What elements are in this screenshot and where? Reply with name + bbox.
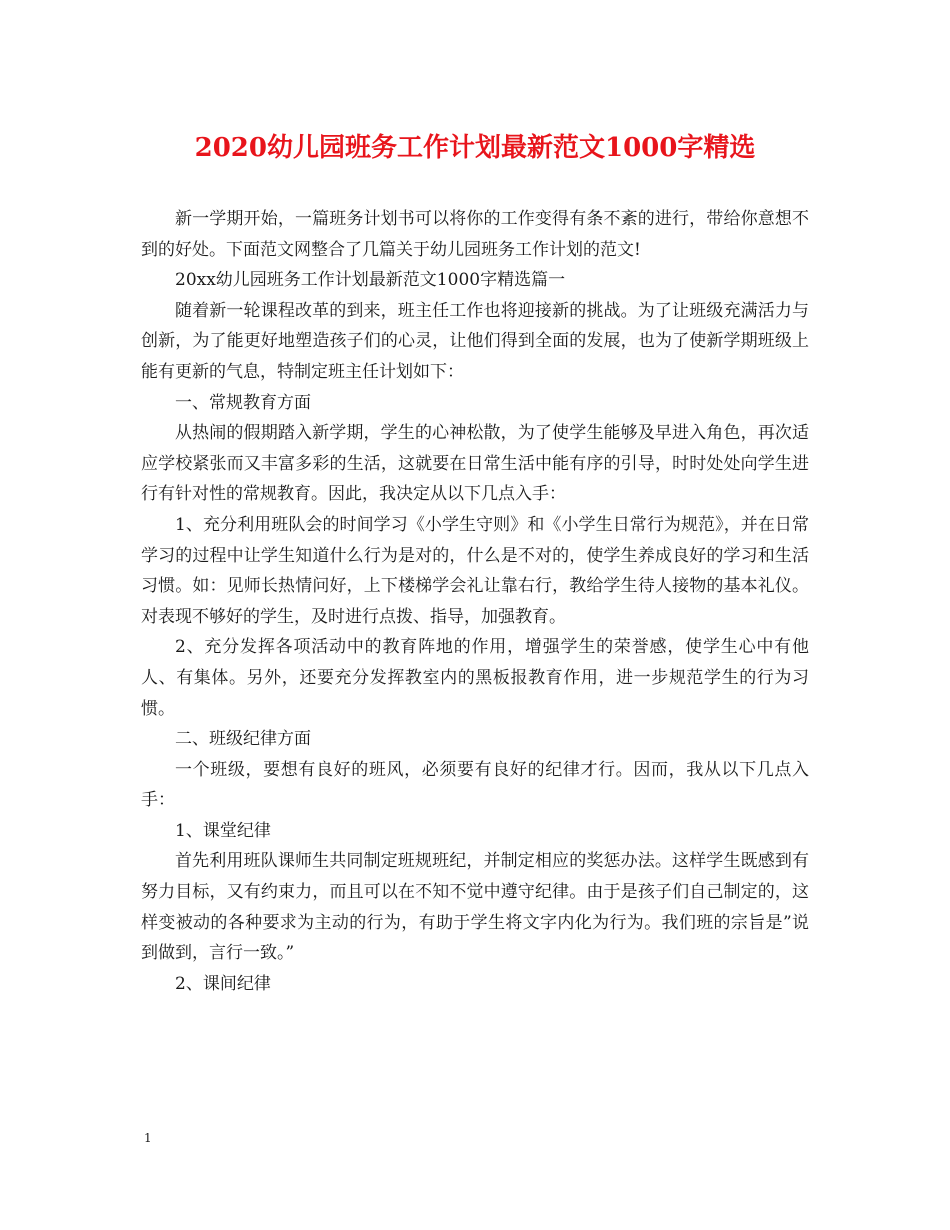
body-paragraph: 一个班级，要想有良好的班风，必须要有良好的纪律才行。因而，我从以下几点入手： <box>141 759 809 811</box>
subheading-break-discipline: 2、课间纪律 <box>175 973 271 994</box>
section-heading-class-discipline: 二、班级纪律方面 <box>175 729 311 750</box>
subheading-classroom-discipline: 1、课堂纪律 <box>175 820 271 841</box>
document-body <box>141 204 809 999</box>
body-paragraph: 从热闹的假期踏入新学期，学生的心神松散，为了使学生能够及早进入角色，再次适应学校紧张而又丰富多彩的生活，这就要在日常生活中能有序的引导，时时处处向学生进行有针对性的常规教育。因此，我决定从以下几点入手： <box>141 423 809 505</box>
body-paragraph: 随着新一轮课程改革的到来，班主任工作也将迎接新的挑战。为了让班级充满活力与创新，为了能更好地塑造孩子们的心灵，让他们得到全面的发展，也为了使新学期班级上能有更新的气息，特制定班主任计划如下： <box>141 300 809 382</box>
document-title: 2020幼儿园班务工作计划最新范文1000字精选 <box>194 133 756 163</box>
intro-paragraph: 新一学期开始，一篇班务计划书可以将你的工作变得有条不紊的进行，带给你意想不到的好处。下面范文网整合了几篇关于幼儿园班务工作计划的范文! <box>141 209 809 260</box>
page-number: 1 <box>144 1131 152 1145</box>
list-item-paragraph: 1、充分利用班队会的时间学习《小学生守则》和《小学生日常行为规范》，并在日常学习的过程中让学生知道什么行为是对的，什么是不对的，使学生养成良好的学习和生活习惯。如：见师长热情问好，上下楼梯学会礼让靠右行，教给学生待人接物的基本礼仪。对表现不够好的学生，及时进行点拨、指导，加强教育。 <box>141 514 809 627</box>
body-paragraph: 首先利用班队课师生共同制定班规班纪，并制定相应的奖惩办法。这样学生既感到有努力目标，又有约束力，而且可以在不知不觉中遵守纪律。由于是孩子们自己制定的，这样变被动的各种要求为主动的行为，有助于学生将文字内化为行为。我们班的宗旨是”说到做到，言行一致。” <box>141 851 809 964</box>
section-heading-article-one: 20xx幼儿园班务工作计划最新范文1000字精选篇一 <box>175 270 566 291</box>
list-item-paragraph: 2、充分发挥各项活动中的教育阵地的作用，增强学生的荣誉感，使学生心中有他人、有集体。另外，还要充分发挥教室内的黑板报教育作用，进一步规范学生的行为习惯。 <box>141 637 809 719</box>
section-heading-routine-education: 一、常规教育方面 <box>175 392 311 413</box>
